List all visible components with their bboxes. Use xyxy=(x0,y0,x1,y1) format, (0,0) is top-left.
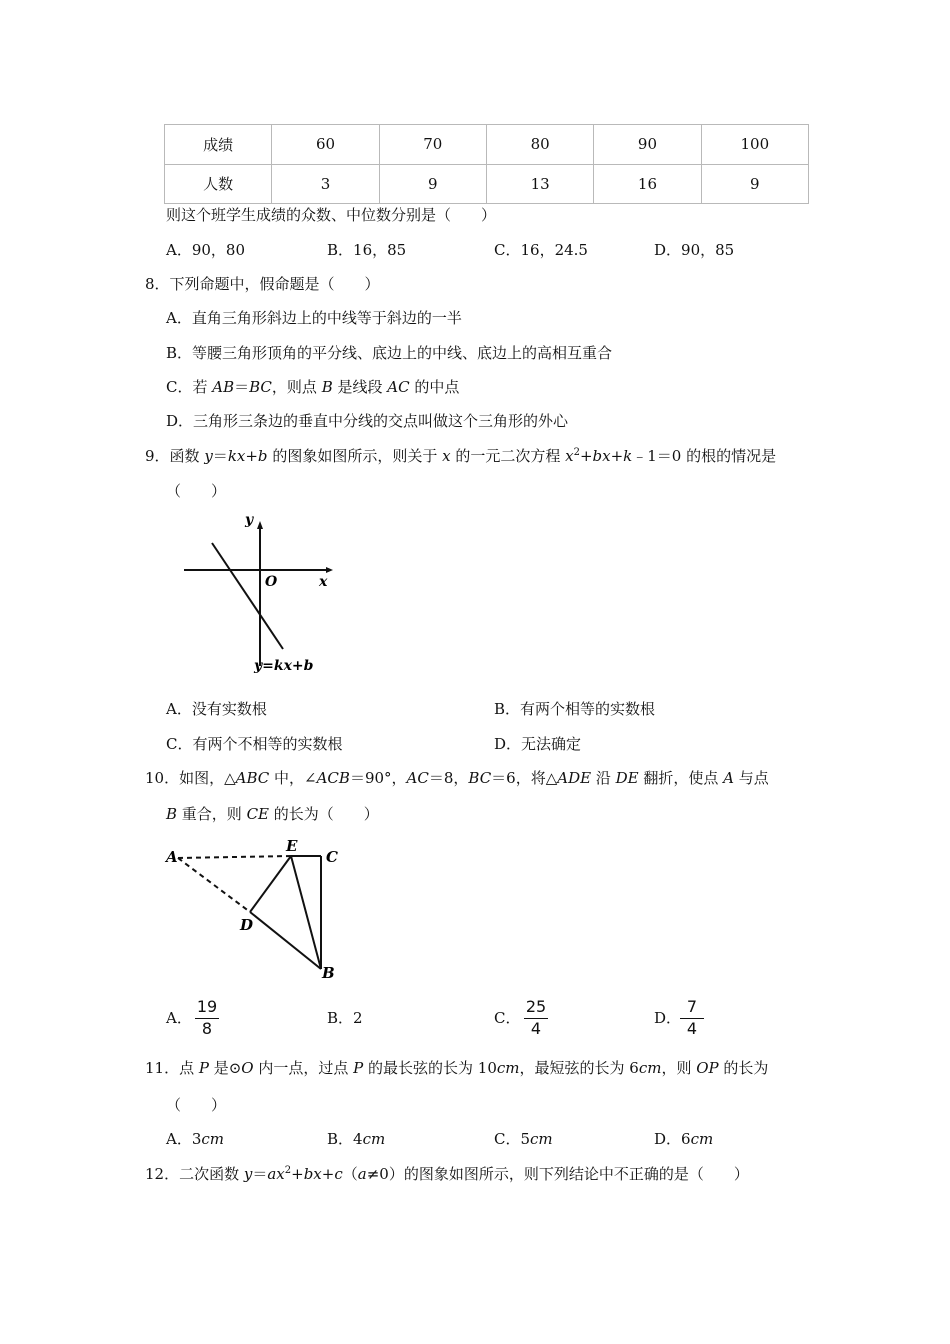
table-cell: 60 xyxy=(272,125,379,165)
dashed-AD xyxy=(178,858,250,912)
q7-stem: 则这个班学生成绩的众数、中位数分别是（ ） xyxy=(166,206,497,224)
q9-linear-graph xyxy=(175,508,345,678)
line-kx-b xyxy=(212,543,283,649)
q8-option-b: B．等腰三角形顶角的平分线、底边上的中线、底边上的高相互重合 xyxy=(166,344,613,362)
q10-stem-line2: B 重合，则 CE 的长为（ ） xyxy=(166,805,379,823)
point-B-label: B xyxy=(322,964,335,982)
q11-option-c: C．5cm xyxy=(494,1130,553,1148)
x-axis-arrow xyxy=(326,567,333,573)
q10-triangle-figure xyxy=(160,836,350,986)
origin-label: O xyxy=(265,574,278,590)
table-cell: 3 xyxy=(272,164,379,204)
q9-option-d: D．无法确定 xyxy=(494,735,582,753)
q10-stem-line1: 10．如图，△ABC 中，∠ACB＝90°，AC＝8，BC＝6，将△ADE 沿 DE 翻折，使点 A 与点 xyxy=(145,769,769,787)
q11-option-d: D．6cm xyxy=(654,1130,714,1148)
table-cell: 80 xyxy=(486,125,593,165)
table-cell: 成绩 xyxy=(165,125,272,165)
y-label: y xyxy=(245,512,254,528)
q10-option-a-fraction: 19 8 xyxy=(196,997,218,1038)
q9-option-c: C．有两个不相等的实数根 xyxy=(166,735,343,753)
q8-option-d: D．三角形三条边的垂直中分线的交点叫做这个三角形的外心 xyxy=(166,412,569,430)
score-table xyxy=(164,124,809,204)
table-cell: 100 xyxy=(701,125,808,165)
q10-option-c-fraction: 25 4 xyxy=(525,997,547,1038)
q10-option-b: B．2 xyxy=(327,1009,363,1027)
point-A-label: A xyxy=(166,848,178,866)
q7-option-b: B．16，85 xyxy=(327,241,407,259)
q9-stem: 9．函数 y＝kx+b 的图象如图所示，则关于 x 的一元二次方程 $x^2+bx+k﹣1=0$ 的根的情况是 xyxy=(145,447,777,465)
q7-option-c: C．16，24.5 xyxy=(494,241,588,259)
q8-option-a: A．直角三角形斜边上的中线等于斜边的一半 xyxy=(166,309,462,327)
table-cell: 9 xyxy=(379,164,486,204)
table-cell: 70 xyxy=(379,125,486,165)
x-label: x xyxy=(319,574,328,590)
q9-option-b: B．有两个相等的实数根 xyxy=(494,700,656,718)
table-cell: 人数 xyxy=(165,164,272,204)
q10-option-a-label: A． xyxy=(166,1009,192,1027)
table-row xyxy=(165,125,809,165)
q12-stem: 12．二次函数 $y=ax^2+bx+c(a\ne 0)$的图象如图所示，则下列结论中不正确的是（ ） xyxy=(145,1165,749,1183)
table-row xyxy=(165,164,809,204)
q8-option-c: C．若 AB＝BC，则点 B 是线段 AC 的中点 xyxy=(166,378,460,396)
segment-ED xyxy=(250,856,291,912)
q10-option-d-label: D． xyxy=(654,1009,682,1027)
q7-option-a: A．90，80 xyxy=(166,241,246,259)
line-label: y=kx+b xyxy=(254,658,314,674)
q11-stem: 11．点 P 是⊙O 内一点，过点 P 的最长弦的长为 10cm，最短弦的长为 6cm，则 OP 的长为 xyxy=(145,1059,769,1077)
table-cell: 90 xyxy=(594,125,701,165)
q10-option-c-label: C． xyxy=(494,1009,521,1027)
q8-stem: 8．下列命题中，假命题是（ ） xyxy=(145,275,380,293)
table-cell: 9 xyxy=(701,164,808,204)
dashed-AE xyxy=(178,856,291,858)
q9-paren: （ ） xyxy=(166,482,227,500)
q11-paren: （ ） xyxy=(166,1096,227,1114)
point-E-label: E xyxy=(286,837,298,855)
q9-option-a: A．没有实数根 xyxy=(166,700,267,718)
table-cell: 13 xyxy=(486,164,593,204)
point-C-label: C xyxy=(326,848,338,866)
segment-DB xyxy=(250,912,321,969)
q10-option-d-fraction: 7 4 xyxy=(680,998,704,1038)
point-D-label: D xyxy=(240,916,254,934)
q7-option-d: D．90，85 xyxy=(654,241,735,259)
q11-option-a: A．3cm xyxy=(166,1130,225,1148)
y-axis-arrow xyxy=(257,521,263,529)
segment-EB xyxy=(291,856,321,969)
table-cell: 16 xyxy=(594,164,701,204)
q11-option-b: B．4cm xyxy=(327,1130,386,1148)
